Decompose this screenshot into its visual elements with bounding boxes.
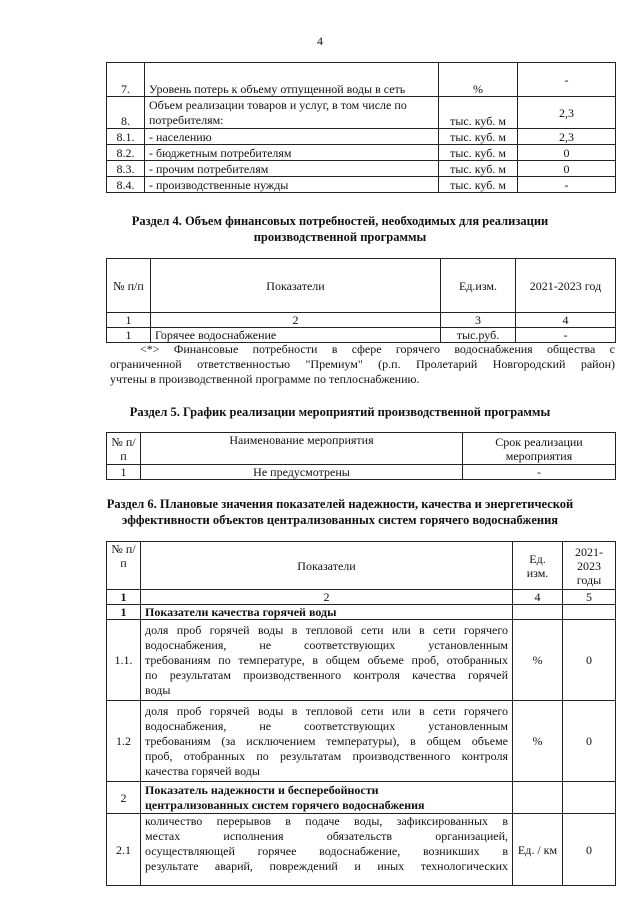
section4-title xyxy=(60,213,620,245)
row-name: - населению xyxy=(145,129,439,145)
production-indicators-table xyxy=(106,62,616,193)
table-row xyxy=(107,145,616,161)
header-num: № п/п xyxy=(107,433,141,465)
empty-cell xyxy=(513,605,563,620)
col-num: 4 xyxy=(516,313,616,328)
table-row xyxy=(107,129,616,145)
row-value: 0 xyxy=(563,701,616,782)
table-row xyxy=(107,161,616,177)
col-num: 3 xyxy=(441,313,516,328)
col-num: 5 xyxy=(563,590,616,605)
table-row xyxy=(107,814,616,886)
column-number-row xyxy=(107,590,616,605)
row-name: Не предусмотрены xyxy=(141,465,463,480)
row-value: 2,3 xyxy=(518,129,616,145)
group-name-line: централизованных систем горячего водоснабжения xyxy=(145,797,425,812)
row-text-line: осуществляющей горячее водоснабжение, возникших в xyxy=(145,844,508,858)
table-header-row xyxy=(107,433,616,465)
row-text-line: требованиям по температуре, в общем объеме проб, отобранных xyxy=(145,652,508,667)
row-text-line: проб, отобранных по результатам производственного контроля xyxy=(145,748,508,763)
row-text-line: воды xyxy=(145,682,171,697)
row-value: 2,3 xyxy=(518,97,616,129)
row-unit: тыс. куб. м xyxy=(439,129,518,145)
note-line: <*> Финансовые потребности в сфере горячего водоснабжения общества с xyxy=(140,342,615,356)
header-num: № п/п xyxy=(107,259,151,313)
row-unit: тыс. куб. м xyxy=(439,161,518,177)
row-term: - xyxy=(463,465,616,480)
row-value: 0 xyxy=(563,814,616,886)
financial-note xyxy=(110,342,615,387)
header-unit: Ед. изм. xyxy=(513,542,563,590)
row-name: Уровень потерь к объему отпущенной воды в сеть xyxy=(145,63,439,97)
row-number: 7. xyxy=(107,63,145,97)
row-text xyxy=(141,620,513,701)
row-text-line: по результатам производственного контроля качества горячей xyxy=(145,667,508,682)
row-value: 0 xyxy=(518,161,616,177)
row-unit: Ед. / км xyxy=(513,814,563,886)
row-text-line: требованиям (за исключением температуры), в общем объеме xyxy=(145,733,508,748)
row-number: 8.3. xyxy=(107,161,145,177)
row-number: 1.2 xyxy=(107,701,141,782)
row-unit: тыс. куб. м xyxy=(439,97,518,129)
row-name: - производственные нужды xyxy=(145,177,439,193)
row-number: 8.2. xyxy=(107,145,145,161)
note-line: ограниченной ответственностью "Премиум" (р.п. Пролетарий Новгородский район) xyxy=(110,357,615,371)
table-row xyxy=(107,97,616,129)
col-num: 4 xyxy=(513,590,563,605)
section6-title-line: Раздел 6. Плановые значения показателей надежности, качества и энергетической xyxy=(106,497,574,511)
table-row xyxy=(107,328,616,343)
header-term-line: Срок реализации xyxy=(495,434,583,449)
header-term-line: мероприятия xyxy=(505,448,573,463)
row-text xyxy=(141,814,513,886)
row-name: Объем реализации товаров и услуг, в том числе по потребителям: xyxy=(145,97,439,129)
row-name: Горячее водоснабжение xyxy=(151,328,441,343)
financial-needs-table xyxy=(106,258,616,343)
schedule-table xyxy=(106,432,616,480)
group-row xyxy=(107,782,616,814)
group-row xyxy=(107,605,616,620)
row-unit: тыс. куб. м xyxy=(439,177,518,193)
row-value: - xyxy=(518,63,616,97)
group-number: 1 xyxy=(107,605,141,620)
row-value: 0 xyxy=(518,145,616,161)
row-unit: % xyxy=(513,701,563,782)
header-name: Наименование мероприятия xyxy=(141,433,463,465)
row-unit: тыс.руб. xyxy=(441,328,516,343)
header-period: 2021-2023 год xyxy=(516,259,616,313)
note-line: учтены в производственной программе по теплоснабжению. xyxy=(110,372,420,386)
section4-title-line: Раздел 4. Объем финансовых потребностей, необходимых для реализации xyxy=(131,214,549,228)
header-period: 2021- 2023 годы xyxy=(563,542,616,590)
row-value: - xyxy=(516,328,616,343)
row-text-line: качества горячей воды xyxy=(145,763,260,778)
table-row xyxy=(107,701,616,782)
empty-cell xyxy=(513,782,563,814)
row-text-line: доля проб горячей воды в тепловой сети или в сети горячего xyxy=(145,622,508,637)
col-num: 1 xyxy=(107,590,141,605)
group-name: Показатели качества горячей воды xyxy=(141,605,513,620)
row-text-line: водоснабжения, не соответствующих установленным xyxy=(145,718,508,733)
header-term xyxy=(463,433,616,465)
row-name: - бюджетным потребителям xyxy=(145,145,439,161)
table-row xyxy=(107,177,616,193)
section6-title-line: эффективности объектов централизованных систем горячего водоснабжения xyxy=(121,513,559,527)
header-unit: Ед.изм. xyxy=(441,259,516,313)
section4-title-line: производственной программы xyxy=(253,230,427,244)
row-value: 0 xyxy=(563,620,616,701)
row-number: 2.1 xyxy=(107,814,141,886)
table-row xyxy=(107,465,616,480)
table-row xyxy=(107,620,616,701)
reliability-indicators-table xyxy=(106,541,616,886)
row-text-line: количество перерывов в подаче воды, зафиксированных в xyxy=(145,814,508,828)
header-indicator: Показатели xyxy=(151,259,441,313)
row-text-line: водоснабжения, не соответствующих установленным xyxy=(145,637,508,652)
row-number: 1 xyxy=(107,465,141,480)
row-number: 8.1. xyxy=(107,129,145,145)
row-value: - xyxy=(518,177,616,193)
row-text-line: доля проб горячей воды в тепловой сети или в сети горячего xyxy=(145,703,508,718)
row-number: 1.1. xyxy=(107,620,141,701)
row-text xyxy=(141,701,513,782)
empty-cell xyxy=(563,605,616,620)
row-number: 8. xyxy=(107,97,145,129)
section6-title xyxy=(60,496,620,528)
group-number: 2 xyxy=(107,782,141,814)
col-num: 2 xyxy=(141,590,513,605)
row-name: - прочим потребителям xyxy=(145,161,439,177)
col-num: 1 xyxy=(107,313,151,328)
column-number-row xyxy=(107,313,616,328)
group-name-line: Показатель надежности и бесперебойности xyxy=(145,782,379,797)
section5-title: Раздел 5. График реализации мероприятий производственной программы xyxy=(129,405,551,419)
row-unit: тыс. куб. м xyxy=(439,145,518,161)
col-num: 2 xyxy=(151,313,441,328)
row-unit: % xyxy=(513,620,563,701)
row-number: 8.4. xyxy=(107,177,145,193)
page-number: 4 xyxy=(317,34,323,48)
table-header-row xyxy=(107,259,616,313)
group-name xyxy=(141,782,513,814)
table-row xyxy=(107,63,616,97)
header-num: № п/п xyxy=(107,542,141,590)
row-text-line: результате аварий, повреждений и иных технологических xyxy=(145,859,508,873)
header-indicator: Показатели xyxy=(141,542,513,590)
row-text-line: местах исполнения обязательств организацией, xyxy=(145,829,508,843)
row-number: 1 xyxy=(107,328,151,343)
empty-cell xyxy=(563,782,616,814)
row-unit: % xyxy=(439,63,518,97)
table-header-row xyxy=(107,542,616,590)
